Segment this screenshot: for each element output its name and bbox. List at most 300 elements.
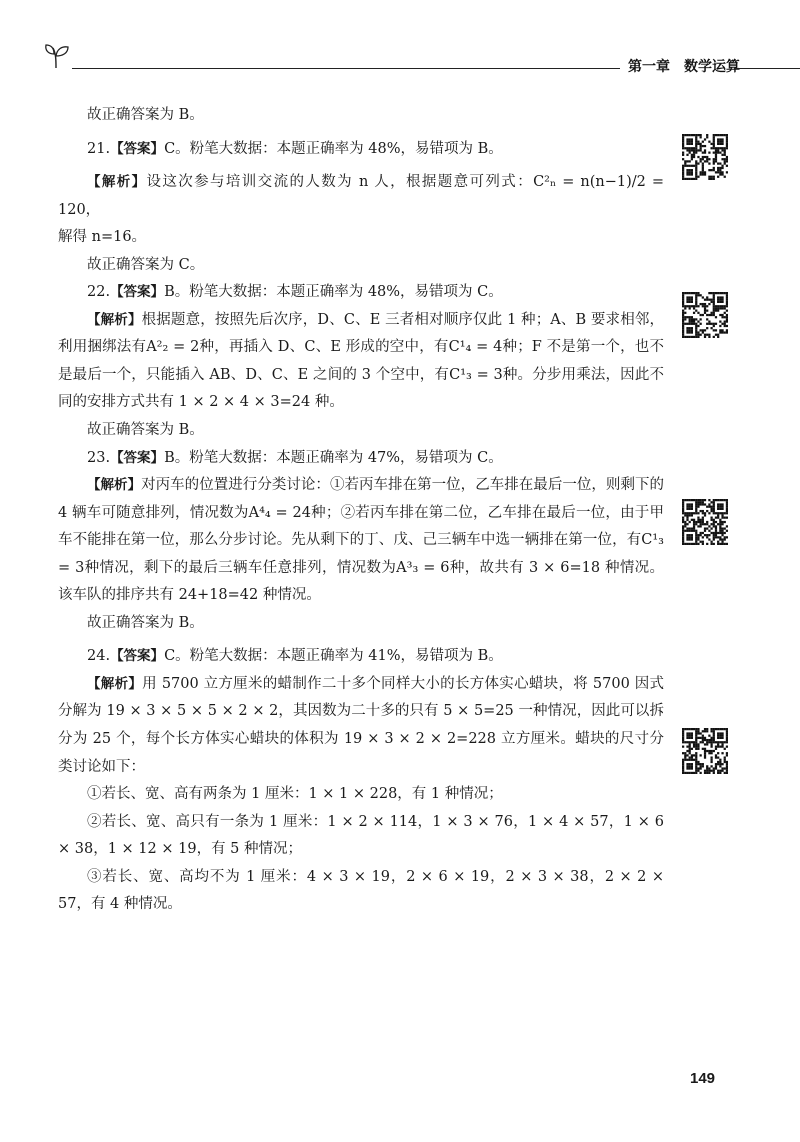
qr-module: [708, 767, 710, 769]
qr-module: [719, 320, 721, 322]
qr-module: [686, 741, 688, 743]
qr-module: [704, 138, 706, 140]
qr-module: [724, 521, 726, 523]
qr-module: [710, 508, 712, 510]
qr-module: [710, 759, 712, 761]
qr-module: [700, 171, 702, 173]
qr-module: [721, 728, 723, 730]
qr-module: [713, 532, 715, 534]
qr-module: [721, 541, 723, 543]
qr-module: [689, 508, 691, 510]
qr-module: [695, 292, 697, 294]
header-chapter-title: [628, 56, 740, 76]
explanation-text: 种；②若丙车排在第二位，乙车排在最后一位，由于甲车不能排在第一位，那么分步讨论。先从剩下的丁、戊、己三辆车中选一辆排在第一位，有: [58, 504, 665, 549]
qr-module: [695, 305, 697, 307]
page-number: 149: [690, 1070, 716, 1087]
qr-module: [697, 732, 699, 734]
qr-module: [704, 303, 706, 305]
qr-module: [691, 318, 693, 320]
qr-module: [704, 756, 706, 758]
explanation-tag: 【解析】: [87, 477, 142, 494]
qr-module: [721, 316, 723, 318]
qr-module: [693, 754, 695, 756]
qr-module: [695, 743, 697, 745]
qr-module: [706, 536, 708, 538]
qr-module: [700, 767, 702, 769]
qr-module: [700, 763, 702, 765]
qr-module: [700, 754, 702, 756]
qr-module: [684, 162, 686, 164]
qr-module: [695, 754, 697, 756]
qr-module: [695, 530, 697, 532]
qr-module: [700, 541, 702, 543]
qr-module: [717, 728, 719, 730]
qr-module: [721, 296, 723, 298]
qr-module: [686, 523, 688, 525]
qr-module: [695, 508, 697, 510]
qr-module: [695, 323, 697, 325]
qr-module: [717, 169, 719, 171]
qr-module: [717, 334, 719, 336]
qr-module: [691, 514, 693, 516]
qr-module: [715, 158, 717, 160]
qr-module: [721, 314, 723, 316]
qr-module: [689, 772, 691, 774]
qr-module: [713, 176, 715, 178]
qr-module: [719, 746, 721, 748]
qr-module: [684, 160, 686, 162]
qr-module: [702, 145, 704, 147]
qr-code-pattern: [682, 499, 728, 545]
qr-module: [713, 534, 715, 536]
explanation-text: 用 5700 立方厘米的蜡制作二十多个同样大小的长方体实心蜡块，将 5700 因式分解为 19 × 3 × 5 × 5 × 2 × 2，其因数为二十多的只有 5 × 5=25 一种情况，因此可以拆分为 25 个，每个长方体实心蜡块的体积为 19 × 3 × 2 × 2=228 立方厘米。蜡块的尺寸分类讨论如下：: [58, 675, 664, 775]
qr-module: [682, 741, 684, 743]
qr-module: [700, 525, 702, 527]
qr-module: [686, 331, 688, 333]
qr-module: [719, 299, 721, 301]
case-2: ②若长、宽、高只有一条为 1 厘米：1 × 2 × 114，1 × 3 × 76，1 × 4 × 57，1 × 6 × 38，1 × 12 × 19，有 5 种情况；: [58, 813, 664, 858]
qr-module: [689, 178, 691, 180]
qr-module: [682, 134, 684, 136]
case-3: ③若长、宽、高均不为 1 厘米：4 × 3 × 19，2 × 6 × 19，2 × 3 × 38，2 × 2 × 57，有 4 种情况。: [58, 868, 664, 913]
qr-module: [682, 176, 684, 178]
qr-module: [719, 741, 721, 743]
qr-module: [689, 143, 691, 145]
qr-module: [697, 156, 699, 158]
qr-module: [715, 134, 717, 136]
qr-module: [719, 307, 721, 309]
qr-module: [721, 746, 723, 748]
qr-module: [702, 171, 704, 173]
qr-module: [693, 152, 695, 154]
qr-module: [724, 512, 726, 514]
qr-module: [721, 743, 723, 745]
qr-module: [695, 171, 697, 173]
qr-module: [713, 303, 715, 305]
qr-module: [710, 169, 712, 171]
qr-module: [721, 512, 723, 514]
qr-module: [719, 167, 721, 169]
qr-module: [682, 761, 684, 763]
qr-module: [704, 737, 706, 739]
qr-module: [713, 178, 715, 180]
qr-module: [726, 732, 728, 734]
qr-module: [700, 294, 702, 296]
qr-module: [717, 512, 719, 514]
qr-module: [726, 325, 728, 327]
qr-module: [697, 292, 699, 294]
qr-module: [686, 530, 688, 532]
qr-module: [721, 165, 723, 167]
qr-module: [682, 506, 684, 508]
qr-module: [708, 750, 710, 752]
qr-module: [689, 499, 691, 501]
qr-module: [697, 325, 699, 327]
qr-module: [726, 314, 728, 316]
qr-module: [697, 149, 699, 151]
qr-module: [726, 761, 728, 763]
qr-module: [721, 735, 723, 737]
qr-module: [689, 307, 691, 309]
qr-module: [713, 312, 715, 314]
qr-module: [693, 523, 695, 525]
qr-module: [682, 292, 684, 294]
qr-module: [682, 538, 684, 540]
qr-module: [721, 307, 723, 309]
qr-module: [686, 512, 688, 514]
qr-module: [702, 730, 704, 732]
qr-module: [715, 316, 717, 318]
qr-module: [693, 134, 695, 136]
qr-module: [726, 512, 728, 514]
qr-module: [691, 316, 693, 318]
qr-module: [702, 510, 704, 512]
qr-module: [715, 527, 717, 529]
qr-module: [726, 737, 728, 739]
qr-code-icon-q22: [682, 292, 728, 338]
qr-module: [708, 292, 710, 294]
qr-module: [700, 303, 702, 305]
qr-module: [691, 134, 693, 136]
qr-module: [721, 154, 723, 156]
qr-module: [710, 743, 712, 745]
qr-module: [691, 320, 693, 322]
qr-module: [713, 510, 715, 512]
qr-module: [715, 334, 717, 336]
qr-module: [691, 138, 693, 140]
qr-module: [693, 305, 695, 307]
qr-module: [686, 160, 688, 162]
qr-module: [682, 512, 684, 514]
qr-module: [719, 314, 721, 316]
chapter-title: 数学运算: [684, 59, 740, 75]
qr-module: [721, 499, 723, 501]
qr-module: [697, 521, 699, 523]
qr-module: [708, 770, 710, 772]
qr-module: [702, 165, 704, 167]
question-number: 21.: [87, 140, 111, 157]
qr-module: [689, 750, 691, 752]
formula-combination: C¹₄ = 4: [448, 339, 503, 356]
case-1: ①若长、宽、高有两条为 1 厘米：1 × 1 × 228，有 1 种情况；: [87, 786, 503, 803]
qr-module: [704, 329, 706, 331]
qr-module: [726, 138, 728, 140]
qr-module: [704, 770, 706, 772]
qr-module: [684, 530, 686, 532]
qr-module: [695, 173, 697, 175]
qr-module: [693, 746, 695, 748]
qr-module: [706, 334, 708, 336]
qr-module: [684, 752, 686, 754]
qr-module: [682, 316, 684, 318]
qr-module: [702, 543, 704, 545]
qr-module: [719, 331, 721, 333]
qr-module: [710, 312, 712, 314]
qr-module: [717, 138, 719, 140]
qr-module: [706, 323, 708, 325]
qr-module: [706, 728, 708, 730]
formula-arrangement: A³₃ = 6: [396, 559, 450, 576]
formula-arrangement: A²₂ = 2: [146, 339, 200, 356]
qr-module: [689, 138, 691, 140]
qr-module: [682, 503, 684, 505]
qr-module: [697, 334, 699, 336]
qr-module: [702, 501, 704, 503]
qr-module: [682, 136, 684, 138]
qr-module: [717, 770, 719, 772]
qr-module: [726, 530, 728, 532]
qr-module: [717, 149, 719, 151]
qr-module: [684, 307, 686, 309]
qr-module: [684, 523, 686, 525]
qr-module: [702, 536, 704, 538]
qr-module: [706, 521, 708, 523]
qr-module: [704, 750, 706, 752]
qr-module: [686, 327, 688, 329]
qr-module: [697, 748, 699, 750]
qr-module: [700, 521, 702, 523]
qr-module: [697, 743, 699, 745]
qr-module: [691, 503, 693, 505]
qr-module: [682, 765, 684, 767]
qr-module: [695, 167, 697, 169]
qr-module: [684, 323, 686, 325]
qr-module: [697, 517, 699, 519]
qr-module: [726, 765, 728, 767]
qr-module: [695, 331, 697, 333]
qr-module: [721, 305, 723, 307]
qr-module: [719, 536, 721, 538]
qr-module: [724, 536, 726, 538]
qr-module: [721, 741, 723, 743]
qr-module: [684, 312, 686, 314]
qr-module: [717, 503, 719, 505]
qr-module: [719, 519, 721, 521]
qr-module: [710, 301, 712, 303]
qr-module: [702, 169, 704, 171]
qr-module: [715, 154, 717, 156]
qr-module: [702, 331, 704, 333]
qr-module: [691, 763, 693, 765]
qr-module: [693, 149, 695, 151]
qr-module: [695, 299, 697, 301]
qr-module: [689, 292, 691, 294]
qr-module: [684, 134, 686, 136]
qr-module: [693, 165, 695, 167]
qr-module: [691, 165, 693, 167]
qr-module: [726, 525, 728, 527]
qr-module: [684, 728, 686, 730]
qr-module: [689, 152, 691, 154]
answer-text: B。粉笔大数据：本题正确率为 47%，易错项为 C。: [164, 449, 503, 466]
qr-module: [704, 534, 706, 536]
qr-module: [686, 336, 688, 338]
qr-module: [719, 301, 721, 303]
qr-module: [726, 316, 728, 318]
qr-module: [700, 173, 702, 175]
qr-module: [710, 314, 712, 316]
qr-module: [693, 772, 695, 774]
qr-module: [724, 331, 726, 333]
qr-module: [717, 141, 719, 143]
qr-module: [695, 149, 697, 151]
qr-module: [719, 134, 721, 136]
qr-module: [719, 772, 721, 774]
qr-module: [721, 508, 723, 510]
qr-module: [695, 737, 697, 739]
qr-module: [693, 318, 695, 320]
qr-module: [717, 756, 719, 758]
qr-module: [708, 178, 710, 180]
qr-module: [686, 134, 688, 136]
qr-module: [684, 165, 686, 167]
qr-module: [724, 527, 726, 529]
qr-module: [691, 147, 693, 149]
qr-module: [713, 767, 715, 769]
qr-module: [691, 323, 693, 325]
qr-module: [708, 512, 710, 514]
qr-module: [693, 519, 695, 521]
qr-module: [702, 748, 704, 750]
qr-module: [715, 160, 717, 162]
qr-module: [713, 750, 715, 752]
qr-module: [708, 525, 710, 527]
qr-module: [682, 508, 684, 510]
qr-module: [708, 739, 710, 741]
qr-module: [702, 173, 704, 175]
qr-module: [689, 743, 691, 745]
qr-module: [710, 510, 712, 512]
qr-module: [691, 292, 693, 294]
qr-module: [695, 147, 697, 149]
qr-module: [726, 763, 728, 765]
qr-module: [708, 320, 710, 322]
qr-module: [702, 503, 704, 505]
qr-module: [689, 759, 691, 761]
qr-module: [706, 310, 708, 312]
qr-module: [717, 134, 719, 136]
qr-module: [686, 754, 688, 756]
qr-module: [719, 162, 721, 164]
qr-module: [704, 730, 706, 732]
explanation-text: 种，故共有 3 × 6=18 种情况。该车队的排序共有 24+18=42 种情况。: [58, 559, 665, 604]
qr-module: [717, 763, 719, 765]
qr-module: [686, 305, 688, 307]
qr-module: [682, 147, 684, 149]
qr-module: [708, 299, 710, 301]
qr-module: [682, 145, 684, 147]
qr-module: [682, 536, 684, 538]
qr-module: [695, 543, 697, 545]
qr-module: [686, 534, 688, 536]
qr-module: [726, 499, 728, 501]
qr-module: [717, 737, 719, 739]
qr-module: [721, 167, 723, 169]
qr-module: [700, 503, 702, 505]
qr-module: [713, 152, 715, 154]
qr-module: [706, 750, 708, 752]
qr-module: [706, 299, 708, 301]
qr-module: [706, 305, 708, 307]
qr-module: [682, 327, 684, 329]
qr-module: [710, 737, 712, 739]
qr-module: [706, 523, 708, 525]
qr-module: [726, 770, 728, 772]
qr-module: [726, 171, 728, 173]
qr-module: [713, 739, 715, 741]
qr-module: [682, 323, 684, 325]
qr-module: [708, 169, 710, 171]
qr-code-icon-q21: [682, 134, 728, 180]
qr-module: [710, 761, 712, 763]
qr-module: [710, 299, 712, 301]
qr-module: [697, 746, 699, 748]
qr-module: [693, 759, 695, 761]
qr-module: [713, 737, 715, 739]
qr-module: [713, 536, 715, 538]
qr-module: [689, 299, 691, 301]
qr-code-icon-q24: [682, 728, 728, 774]
qr-module: [726, 508, 728, 510]
qr-module: [697, 501, 699, 503]
qr-module: [724, 325, 726, 327]
qr-module: [697, 162, 699, 164]
qr-module: [721, 301, 723, 303]
qr-module: [682, 169, 684, 171]
qr-module: [686, 138, 688, 140]
qr-module: [726, 160, 728, 162]
answer-tag: 【答案】: [110, 284, 165, 301]
qr-module: [693, 336, 695, 338]
qr-module: [686, 141, 688, 143]
qr-module: [713, 305, 715, 307]
qr-module: [684, 525, 686, 527]
qr-module: [710, 756, 712, 758]
qr-module: [682, 521, 684, 523]
qr-module: [682, 165, 684, 167]
qr-module: [717, 752, 719, 754]
qr-module: [706, 327, 708, 329]
qr-module: [702, 329, 704, 331]
qr-module: [713, 138, 715, 140]
qr-module: [695, 506, 697, 508]
qr-module: [682, 336, 684, 338]
qr-module: [686, 519, 688, 521]
qr-module: [724, 320, 726, 322]
qr-module: [726, 754, 728, 756]
qr-module: [695, 152, 697, 154]
qr-module: [695, 741, 697, 743]
